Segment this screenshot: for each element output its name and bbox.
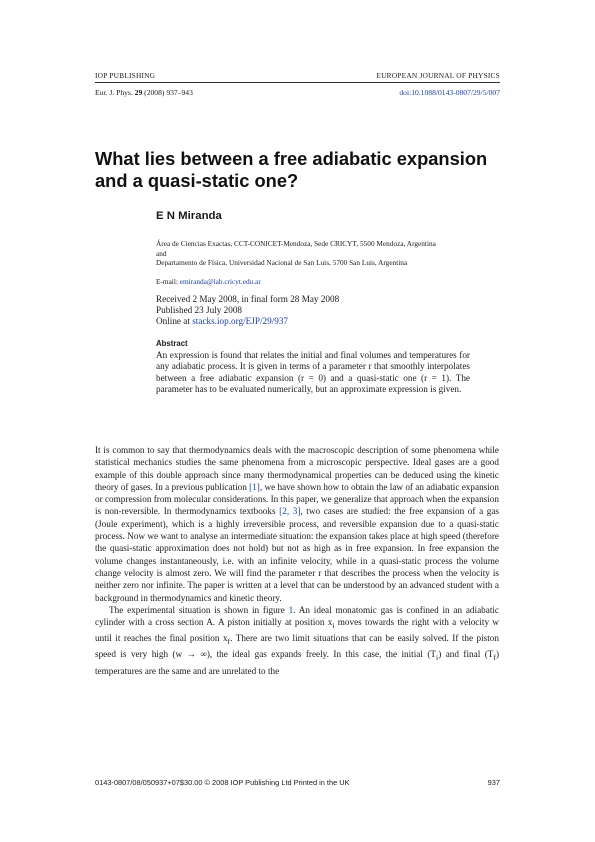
journal-name: EUROPEAN JOURNAL OF PHYSICS (376, 71, 500, 80)
abstract-text: An expression is found that relates the initial and final volumes and temperatures for any adiabatic process. It is given in terms of a parameter r that smoothly interpolates between a free adiabatic expansion (r = 0) and a quasi-static one (r = 1). The parameter has to be evaluated numerically, but an approximate expression is given. (156, 350, 470, 394)
body-text-run: The experimental situation is shown in figure (109, 604, 289, 615)
page-number: 937 (487, 778, 500, 787)
subscript: f (493, 653, 496, 663)
received-date: Received 2 May 2008, in final form 28 May 2008 (156, 294, 340, 304)
email-label: E-mail: (156, 277, 178, 286)
doi-link[interactable]: doi:10.1088/0143-0807/29/5/007 (399, 88, 500, 97)
body-paragraph (95, 604, 499, 677)
body-text-run: moves towards the right with a velocity w until it reaches the final position x (95, 617, 499, 644)
body-text-run: It is common to say that thermodynamics deals with the macroscopic description of some phenomena while statistical mechanics studies the same phenomena from a microscopic perspective. Ideal gases are a good example of this double approach since many thermodynamical properties can be deduced using the kinetic theory of gases. In a previous publication (95, 445, 499, 492)
reference-link[interactable]: [2, 3] (279, 506, 301, 517)
body-text-run: , we have shown how to obtain the law of an adiabatic expansion or compression from molecular considerations. In this paper, we generalize that approach when the expansion is non-reversible. In thermodynamics textbooks (95, 481, 499, 517)
body-text-run: ) and final (T (438, 649, 494, 660)
citation-volume: 29 (134, 88, 143, 97)
affiliation-line: Área de Ciencias Exactas, CCT-CONICET-Mendoza, Sede CRICYT, 5500 Mendoza, Argentina (156, 239, 436, 248)
body-paragraph (95, 444, 499, 604)
citation-journal: Eur. J. Phys. (95, 88, 133, 97)
online-link[interactable]: stacks.iop.org/EJP/29/937 (192, 316, 289, 326)
affiliation-line: Departamento de Física, Universidad Nacional de San Luis, 5700 San Luis, Argentina (156, 258, 408, 267)
online-line (156, 316, 339, 327)
citation-pages: (2008) 937–943 (144, 88, 193, 97)
footer-copyright: 0143-0807/08/050937+07$30.00 © 2008 IOP Publishing Ltd Printed in the UK (95, 778, 350, 787)
journal-citation (95, 88, 193, 97)
publisher-name: IOP PUBLISHING (95, 71, 156, 80)
subscript: i (436, 653, 439, 663)
reference-link[interactable]: [1] (249, 481, 260, 492)
paper-title: What lies between a free adiabatic expansion and a quasi-static one? (95, 148, 488, 191)
subscript: i (332, 620, 335, 630)
figure-link[interactable]: 1 (288, 604, 294, 615)
abstract-heading: Abstract (156, 339, 188, 348)
subscript: f (227, 637, 231, 647)
body-text-run: . An ideal monatomic gas is confined in an adiabatic cylinder with a cross section A. A piston initially at position x (95, 604, 499, 628)
author-email (156, 277, 261, 286)
body-text-run: ) temperatures are the same and are unrelated to the (95, 649, 499, 676)
body-text-run: . There are two limit situations that can be easily solved. If the piston speed is very high (w → ∞), the ideal gas expands freely. In this case, the initial (T (95, 633, 499, 660)
author-name: E N Miranda (156, 210, 222, 222)
email-link[interactable]: emiranda@lab.cricyt.edu.ar (179, 277, 261, 286)
affiliation-block (156, 239, 446, 268)
affiliation-connector: and (156, 248, 167, 258)
published-date: Published 23 July 2008 (156, 305, 243, 315)
publication-dates (156, 294, 339, 327)
header-rule (95, 82, 500, 83)
body-text-run: , two cases are studied: the free expansion of a gas (Joule experiment), which is a highly irreversible process, and reversible expansion due to a quasi-static process. Now we want to analyse an intermediate situation: the expansion takes place at high speed (therefore the quasi-static approximation does not hold) but not as high as in free expansion. In free expansion the volume changes instantaneously, i.e. with an infinite velocity, while in a quasi-static process the volume change velocity is almost zero. We will find the parameter r that describes the process when the velocity is neither zero nor infinite. The paper is written at a level that can be understood by an advanced student with a background in thermodynamics and kinetic theory. (95, 506, 500, 603)
online-label: Online at (156, 316, 190, 326)
body-text (95, 444, 499, 677)
